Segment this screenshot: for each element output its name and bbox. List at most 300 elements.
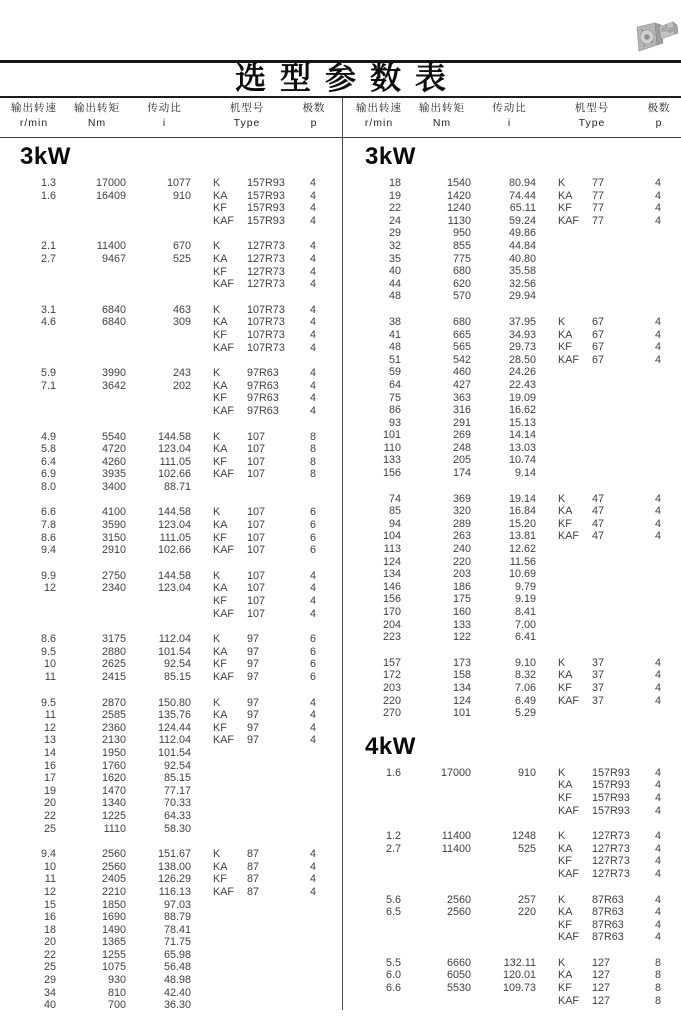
cell-prefix: [213, 785, 247, 798]
cell-speed: 86: [388, 404, 401, 417]
cell-poles: 4: [309, 189, 316, 202]
cell-ratio: 202: [172, 379, 191, 392]
cell-ratio: [126, 392, 191, 405]
cell-ratio: 220: [517, 906, 536, 919]
cell-torque: [56, 329, 126, 342]
table-row: [6, 240, 340, 253]
cell-torque: 101: [452, 707, 471, 720]
cell-ratio: 92.54: [163, 658, 191, 671]
table-row: [351, 581, 679, 594]
table-row: [6, 658, 340, 671]
cell-ratio: [471, 995, 536, 1008]
cell-model: 107: [247, 595, 266, 608]
cell-speed: 6.0: [385, 969, 401, 982]
cell-poles: 6: [309, 633, 316, 646]
cell-speed: 6.6: [385, 982, 401, 995]
cell-poles: 4: [654, 906, 661, 919]
cell-ratio: 9.79: [514, 580, 536, 593]
cell-prefix: KAF: [558, 214, 579, 227]
cell-poles: [644, 454, 672, 467]
table-row: [351, 556, 679, 569]
cell-ratio: 70.33: [163, 797, 191, 810]
cell-poles: 4: [654, 517, 661, 530]
table-row: [351, 792, 679, 805]
cell-speed: 12: [43, 582, 56, 595]
section-heading: 3kW: [20, 143, 71, 170]
cell-speed: 8.6: [40, 633, 56, 646]
cell-torque: 950: [452, 227, 471, 240]
cell-torque: 17000: [95, 177, 126, 189]
cell-model: [592, 253, 644, 266]
cell-poles: 4: [654, 842, 661, 855]
cell-ratio: 1077: [166, 177, 191, 189]
cell-poles: [644, 606, 672, 619]
cell-torque: 122: [452, 631, 471, 644]
table-row: [6, 961, 340, 974]
cell-torque: 174: [452, 467, 471, 480]
cell-torque: 220: [452, 555, 471, 568]
table-row: [351, 265, 679, 278]
cell-prefix: KF: [213, 531, 227, 544]
cell-poles: [299, 924, 327, 937]
cell-speed: 34: [43, 986, 56, 999]
cell-prefix: K: [213, 633, 221, 646]
cell-prefix: KAF: [213, 885, 234, 898]
cell-speed: 124: [382, 555, 401, 568]
cell-ratio: 56.48: [163, 961, 191, 974]
cell-torque: 3590: [101, 519, 126, 532]
cell-prefix: [558, 417, 592, 430]
cell-torque: 930: [107, 974, 126, 987]
cell-ratio: 77.17: [163, 784, 191, 797]
cell-speed: 1.6: [40, 189, 56, 202]
cell-prefix: [558, 619, 592, 632]
cell-speed: [6, 595, 56, 608]
table-row: [351, 830, 679, 843]
cell-model: 87: [247, 885, 260, 898]
cell-model: 97: [247, 709, 260, 722]
cell-torque: [401, 931, 471, 944]
cell-prefix: KF: [213, 455, 227, 468]
cell-speed: 5.8: [40, 443, 56, 456]
cell-prefix: [558, 581, 592, 594]
cell-model: 97R63: [247, 392, 279, 405]
cell-speed: 7.1: [40, 379, 56, 392]
table-row: [6, 810, 340, 823]
rating-block: [6, 177, 340, 227]
table-row: [351, 657, 679, 670]
table-row: [6, 215, 340, 228]
header-ratio: 传动比 i: [492, 102, 527, 129]
table-row: [351, 341, 679, 354]
cell-prefix: KA: [213, 709, 228, 722]
cell-model: 87R63: [592, 893, 624, 906]
cell-speed: 18: [388, 177, 401, 189]
cell-speed: 9.5: [40, 696, 56, 709]
cell-speed: [6, 392, 56, 405]
cell-torque: 2360: [101, 721, 126, 734]
table-row: [351, 767, 679, 780]
cell-poles: [299, 949, 327, 962]
cell-speed: 12: [43, 721, 56, 734]
cell-speed: 1.2: [385, 830, 401, 843]
cell-prefix: [558, 568, 592, 581]
cell-ratio: 24.26: [508, 366, 536, 379]
cell-speed: 24: [388, 214, 401, 227]
table-row: [6, 519, 340, 532]
header-speed: 输出转速 r/min: [11, 102, 57, 129]
cell-prefix: [213, 747, 247, 760]
cell-speed: 2.7: [40, 252, 56, 265]
cell-ratio: 16.62: [508, 404, 536, 417]
cell-model: 97R63: [247, 404, 279, 417]
cell-model: 157R93: [247, 177, 285, 189]
cell-torque: 316: [452, 404, 471, 417]
cell-speed: 22: [388, 202, 401, 215]
rating-block: [6, 848, 340, 1012]
cell-prefix: [213, 974, 247, 987]
cell-ratio: 71.75: [163, 936, 191, 949]
cell-poles: 4: [309, 303, 316, 316]
cell-torque: 3990: [101, 367, 126, 380]
cell-torque: 680: [452, 315, 471, 328]
cell-prefix: KF: [213, 873, 227, 886]
cell-speed: 101: [382, 429, 401, 442]
cell-model: 107: [247, 506, 266, 519]
cell-speed: 223: [382, 631, 401, 644]
cell-torque: 2415: [101, 671, 126, 683]
cell-ratio: 9.19: [514, 593, 536, 606]
cell-prefix: KA: [213, 582, 228, 595]
cell-ratio: 64.33: [163, 809, 191, 822]
cell-model: [592, 227, 644, 240]
cell-ratio: 58.30: [163, 822, 191, 835]
cell-model: [592, 556, 644, 569]
cell-prefix: KAF: [213, 341, 234, 354]
cell-poles: 6: [309, 645, 316, 658]
table-row: [351, 518, 679, 531]
cell-model: 37: [592, 681, 605, 694]
cell-speed: 85: [388, 505, 401, 518]
table-row: [351, 695, 679, 708]
cell-torque: 240: [452, 543, 471, 556]
cell-poles: [644, 429, 672, 442]
cell-model: [592, 593, 644, 606]
cell-prefix: K: [558, 492, 566, 505]
table-row: [351, 505, 679, 518]
cell-speed: 40: [388, 265, 401, 278]
cell-model: [592, 392, 644, 405]
cell-poles: 4: [309, 582, 316, 595]
cell-torque: [56, 595, 126, 608]
cell-torque: [56, 202, 126, 215]
cell-ratio: 29.94: [508, 290, 536, 303]
cell-model: 127: [592, 956, 611, 969]
cell-ratio: 123.04: [157, 519, 191, 532]
cell-prefix: KAF: [213, 468, 234, 481]
cell-model: 47: [592, 505, 605, 518]
cell-prefix: KAF: [558, 530, 579, 543]
table-row: [6, 316, 340, 329]
cell-model: 127: [592, 982, 611, 995]
cell-model: 107: [247, 582, 266, 595]
cell-ratio: 112.04: [158, 633, 191, 646]
cell-poles: 4: [654, 341, 661, 354]
cell-model: [247, 747, 299, 760]
cell-speed: 15: [43, 898, 56, 911]
cell-ratio: 97.03: [163, 898, 191, 911]
table-row: [351, 906, 679, 919]
cell-speed: [6, 405, 56, 418]
cell-prefix: KAF: [213, 404, 234, 417]
table-row: [6, 544, 340, 557]
cell-torque: 565: [452, 341, 471, 354]
table-row: [351, 707, 679, 720]
cell-model: 107: [247, 607, 266, 620]
cell-model: [247, 987, 299, 1000]
cell-prefix: KF: [213, 392, 227, 405]
cell-ratio: 132.11: [503, 956, 536, 969]
cell-model: [247, 911, 299, 924]
cell-speed: 19: [43, 784, 56, 797]
cell-speed: 156: [382, 467, 401, 480]
cell-model: [247, 785, 299, 798]
table-row: [6, 380, 340, 393]
cell-torque: 3642: [101, 379, 126, 392]
cell-ratio: 463: [172, 303, 191, 316]
cell-poles: 8: [309, 468, 316, 481]
cell-ratio: [126, 405, 191, 418]
cell-model: 127R73: [592, 842, 630, 855]
cell-ratio: 80.94: [508, 177, 536, 189]
cell-torque: 173: [452, 656, 471, 669]
header-underline: [0, 137, 681, 138]
cell-prefix: KF: [558, 918, 572, 931]
cell-ratio: 16.84: [508, 505, 536, 518]
table-row: [351, 530, 679, 543]
rating-block: [6, 304, 340, 354]
cell-ratio: [126, 329, 191, 342]
cell-model: 107: [247, 569, 266, 582]
cell-model: 87R63: [592, 906, 624, 919]
cell-poles: [299, 911, 327, 924]
cell-ratio: 111.05: [159, 531, 191, 544]
table-row: [6, 924, 340, 937]
cell-torque: 1760: [101, 759, 126, 772]
cell-ratio: [471, 855, 536, 868]
cell-ratio: 116.13: [158, 885, 191, 898]
cell-prefix: [558, 265, 592, 278]
table-row: [6, 823, 340, 836]
cell-poles: 8: [309, 443, 316, 456]
cell-prefix: KAF: [213, 544, 234, 557]
cell-model: 127R73: [247, 240, 285, 253]
cell-ratio: 525: [172, 252, 191, 265]
rating-block: [6, 240, 340, 290]
cell-torque: [401, 855, 471, 868]
cell-prefix: K: [558, 656, 566, 669]
cell-ratio: 12.62: [508, 543, 536, 556]
table-row: [6, 861, 340, 874]
table-row: [6, 974, 340, 987]
cell-speed: 9.9: [40, 569, 56, 582]
cell-prefix: KA: [213, 443, 228, 456]
cell-ratio: 65.98: [163, 948, 191, 961]
cell-model: [592, 454, 644, 467]
cell-torque: 2870: [101, 696, 126, 709]
cell-poles: 4: [309, 885, 316, 898]
cell-poles: 4: [309, 860, 316, 873]
cell-ratio: 144.58: [157, 430, 191, 443]
cell-speed: 35: [388, 252, 401, 265]
section-heading: 4kW: [365, 732, 416, 760]
cell-ratio: 11.56: [509, 555, 536, 568]
rating-block: [6, 506, 340, 556]
cell-prefix: KA: [558, 189, 573, 202]
cell-ratio: 22.43: [508, 378, 536, 391]
cell-speed: [351, 931, 401, 944]
table-row: [6, 633, 340, 646]
cell-model: 67: [592, 328, 605, 341]
cell-torque: 2560: [101, 860, 126, 873]
cell-speed: 113: [383, 543, 401, 556]
cell-speed: 12: [43, 885, 56, 898]
table-row: [6, 709, 340, 722]
cell-speed: 133: [382, 454, 401, 467]
cell-speed: 17: [43, 772, 56, 785]
cell-speed: [351, 805, 401, 818]
cell-poles: 4: [654, 779, 661, 792]
cell-torque: 3175: [101, 633, 126, 646]
cell-speed: [6, 278, 56, 291]
cell-speed: 3.1: [40, 303, 56, 316]
cell-prefix: K: [213, 848, 221, 861]
cell-poles: 4: [309, 595, 316, 608]
cell-ratio: 32.56: [508, 277, 536, 290]
table-row: [6, 873, 340, 886]
cell-poles: 4: [309, 328, 316, 341]
cell-speed: 51: [388, 353, 401, 366]
cell-torque: 680: [452, 265, 471, 278]
cell-model: 127R73: [247, 278, 285, 291]
table-row: [351, 995, 679, 1008]
cell-model: 157R93: [247, 214, 285, 227]
cell-poles: 4: [654, 315, 661, 328]
cell-torque: 1110: [103, 822, 126, 835]
cell-model: 157R93: [247, 202, 285, 215]
cell-model: 127: [592, 994, 611, 1007]
cell-ratio: 670: [172, 240, 191, 253]
cell-model: [247, 760, 299, 773]
cell-poles: 4: [654, 505, 661, 518]
cell-model: [247, 899, 299, 912]
cell-model: [592, 404, 644, 417]
table-row: [6, 405, 340, 418]
cell-prefix: K: [558, 830, 566, 843]
cell-torque: 1340: [101, 797, 126, 810]
cell-poles: 8: [654, 956, 661, 969]
cell-speed: [6, 266, 56, 279]
cell-ratio: 92.54: [163, 759, 191, 772]
cell-prefix: [558, 707, 592, 720]
cell-prefix: KA: [213, 645, 228, 658]
cell-torque: 4260: [101, 455, 126, 468]
cell-torque: 620: [452, 277, 471, 290]
cell-torque: 1255: [101, 948, 126, 961]
cell-speed: 4.6: [40, 316, 56, 329]
cell-speed: 74: [388, 492, 401, 505]
cell-poles: [299, 747, 327, 760]
cell-speed: 22: [43, 948, 56, 961]
cell-prefix: K: [213, 240, 221, 253]
cell-ratio: [471, 919, 536, 932]
cell-torque: 134: [452, 681, 471, 694]
cell-model: [247, 797, 299, 810]
cell-ratio: 525: [517, 842, 536, 855]
cell-torque: 775: [452, 252, 471, 265]
cell-poles: [299, 797, 327, 810]
cell-ratio: 7.00: [514, 618, 536, 631]
table-row: [6, 987, 340, 1000]
cell-model: [247, 481, 299, 494]
table-row: [351, 316, 679, 329]
cell-poles: 6: [309, 519, 316, 532]
table-row: [351, 682, 679, 695]
cell-prefix: [213, 999, 247, 1012]
cell-ratio: [471, 779, 536, 792]
cell-speed: [6, 342, 56, 355]
cell-speed: [351, 779, 401, 792]
cell-model: 157R93: [592, 804, 630, 817]
cell-model: 97: [247, 696, 260, 709]
cell-poles: [644, 240, 672, 253]
cell-poles: 4: [309, 202, 316, 215]
cell-torque: [401, 805, 471, 818]
cell-ratio: 112.04: [158, 734, 191, 747]
cell-poles: [299, 899, 327, 912]
cell-poles: [644, 543, 672, 556]
cell-speed: 220: [382, 694, 401, 707]
cell-prefix: [558, 442, 592, 455]
cell-poles: 4: [654, 328, 661, 341]
cell-speed: 20: [43, 797, 56, 810]
table-row: [351, 568, 679, 581]
cell-poles: [299, 760, 327, 773]
table-row: [6, 278, 340, 291]
cell-model: [247, 924, 299, 937]
cell-torque: 186: [452, 580, 471, 593]
table-row: [351, 919, 679, 932]
cell-model: [592, 366, 644, 379]
cell-speed: 6.9: [40, 468, 56, 481]
cell-ratio: 85.15: [163, 671, 191, 683]
table-row: [351, 543, 679, 556]
cell-prefix: [213, 911, 247, 924]
cell-model: 127R73: [592, 855, 630, 868]
table-row: [351, 855, 679, 868]
cell-speed: 13: [43, 734, 56, 747]
cell-torque: 363: [452, 391, 471, 404]
table-row: [351, 190, 679, 203]
rating-block: [351, 657, 679, 720]
table-row: [6, 772, 340, 785]
cell-model: [592, 290, 644, 303]
header-speed: 输出转速 r/min: [356, 102, 402, 129]
cell-ratio: 102.66: [157, 544, 191, 557]
cell-prefix: KA: [213, 860, 228, 873]
cell-ratio: 309: [172, 316, 191, 329]
cell-torque: 700: [107, 999, 126, 1012]
